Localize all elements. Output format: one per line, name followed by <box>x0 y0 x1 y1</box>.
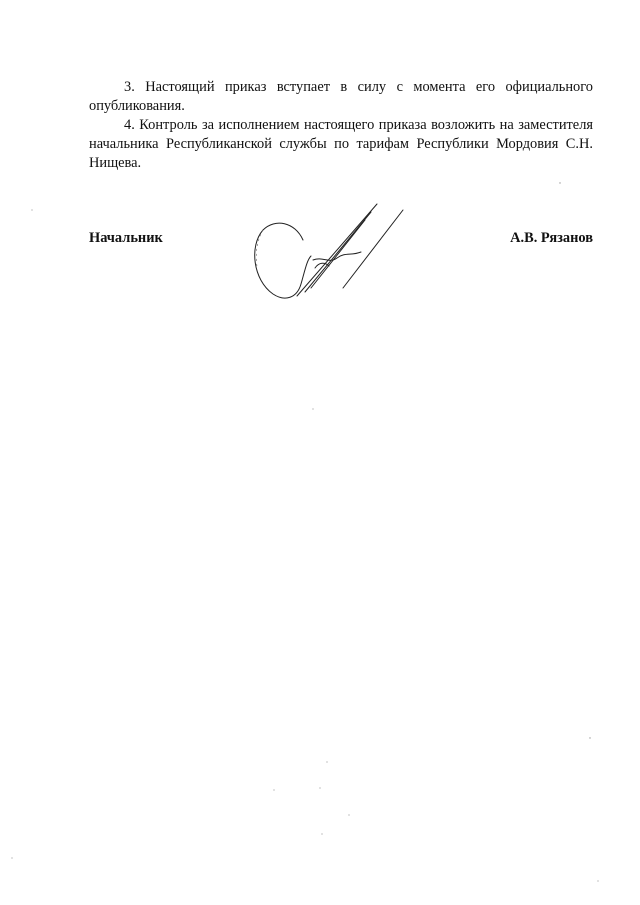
handwritten-signature <box>245 200 410 308</box>
paragraph-item-4: 4. Контроль за исполнением настоящего приказа возложить на заместителя начальника Республиканской службы по тарифам Республики Мордовия С.Н. Нищева. <box>89 117 593 171</box>
signatory-title: Начальник <box>89 230 163 246</box>
paragraph-item-3: 3. Настоящий приказ вступает в силу с момента его официального опубликования. <box>89 79 593 114</box>
signatory-name: А.В. Рязанов <box>510 230 593 246</box>
document-body <box>89 78 593 173</box>
